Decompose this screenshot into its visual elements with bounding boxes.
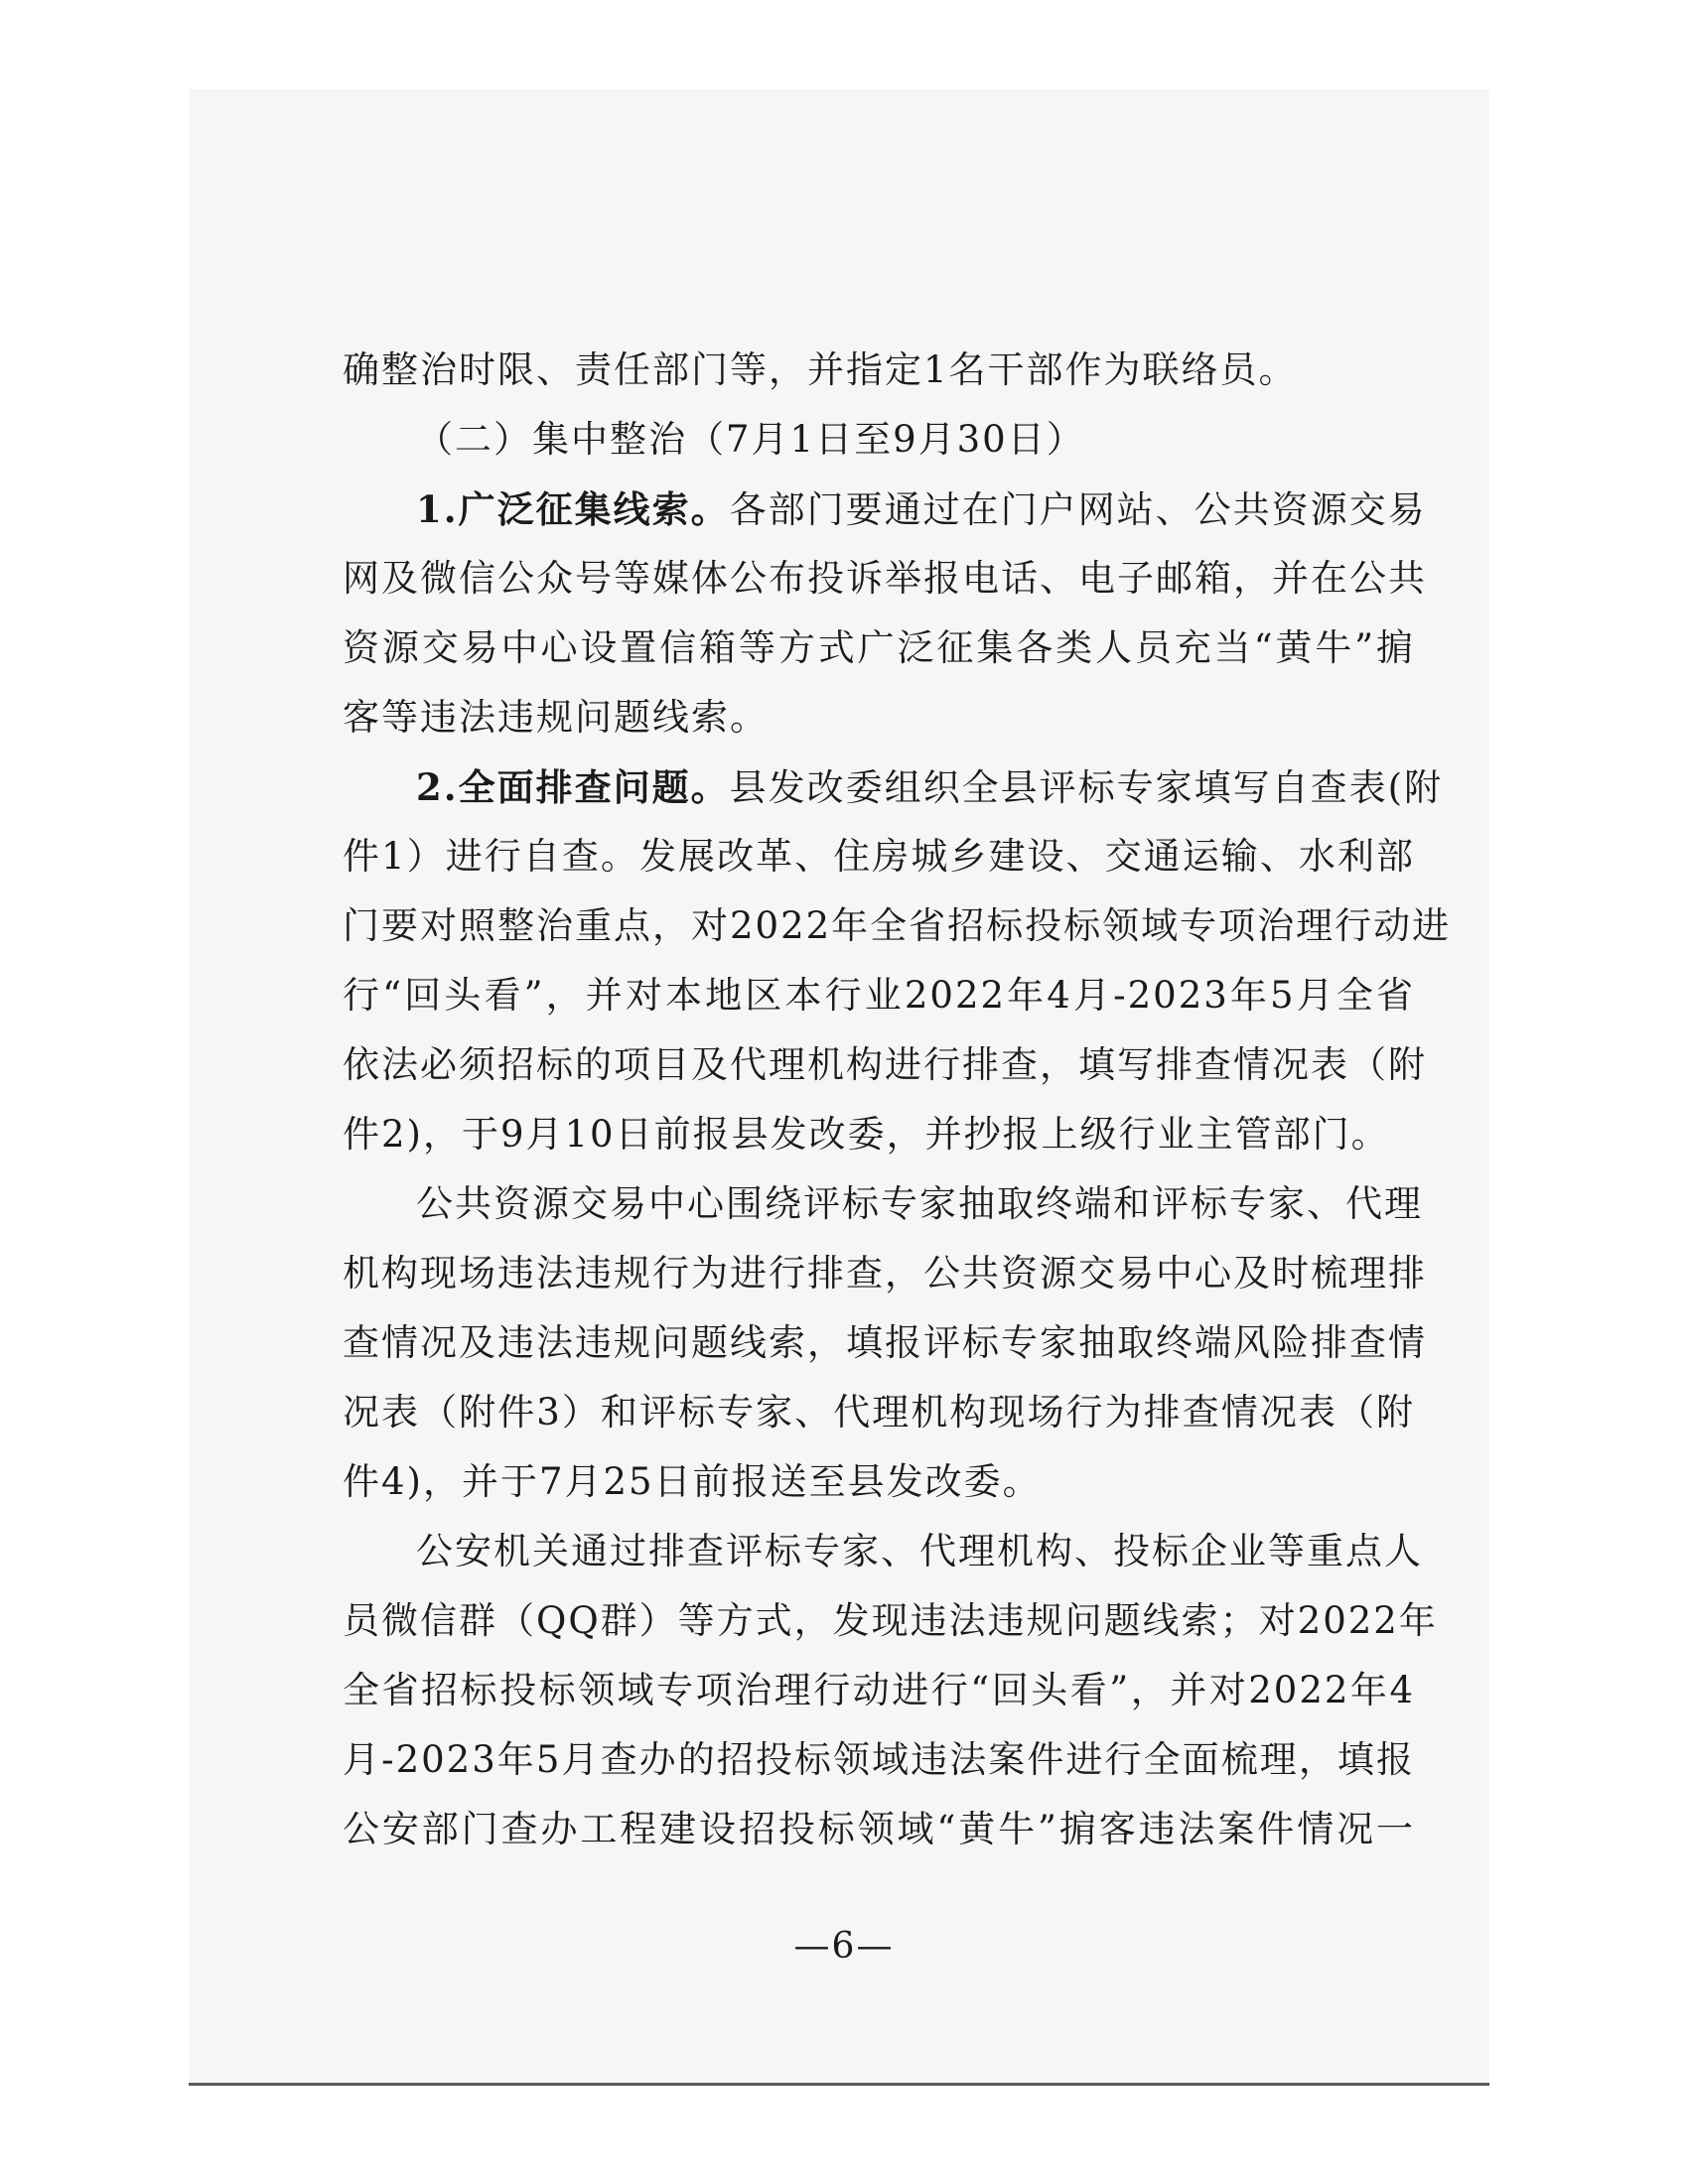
paragraph-first-line: 2.全面排查问题。县发改委组织全县评标专家填写自查表(附 bbox=[416, 765, 1444, 809]
text-line: 机构现场违法违规行为进行排查，公共资源交易中心及时梳理排 bbox=[343, 1252, 1427, 1295]
page-number: —6— bbox=[793, 1926, 895, 1967]
subheading: 1.广泛征集线索。 bbox=[416, 487, 730, 531]
text-line: 公安部门查办工程建设招投标领域“黄牛”掮客违法案件情况一 bbox=[343, 1808, 1415, 1850]
text-line: 员微信群（QQ群）等方式，发现违法违规问题线索；对2022年 bbox=[343, 1599, 1438, 1642]
text-line: 月-2023年5月查办的招投标领域违法案件进行全面梳理，填报 bbox=[343, 1738, 1415, 1781]
text-line: 查情况及违法违规问题线索，填报评标专家抽取终端风险排查情 bbox=[343, 1321, 1427, 1364]
paper-bottom-edge bbox=[189, 2083, 1489, 2086]
paragraph-first-line: 1.广泛征集线索。各部门要通过在门户网站、公共资源交易 bbox=[416, 487, 1427, 531]
subheading: 2.全面排查问题。 bbox=[416, 765, 730, 809]
text-line: 全省招标投标领域专项治理行动进行“回头看”，并对2022年4 bbox=[343, 1669, 1415, 1711]
text-line: 门要对照整治重点，对2022年全省招标投标领域专项治理行动进 bbox=[343, 904, 1452, 947]
text-line: 况表（附件3）和评标专家、代理机构现场行为排查情况表（附 bbox=[343, 1391, 1415, 1433]
text-line: 网及微信公众号等媒体公布投诉举报电话、电子邮箱，并在公共 bbox=[343, 557, 1427, 600]
text-line: 行“回头看”，并对本地区本行业2022年4月-2023年5月全省 bbox=[343, 974, 1415, 1017]
text-line: 件4)，并于7月25日前报送至县发改委。 bbox=[343, 1460, 1042, 1503]
body-text bbox=[343, 336, 1452, 1864]
text-line: 依法必须招标的项目及代理机构进行排查，填写排查情况表（附 bbox=[343, 1043, 1427, 1086]
text-line: 确整治时限、责任部门等，并指定1名干部作为联络员。 bbox=[343, 348, 1298, 391]
section-heading: （二）集中整治（7月1日至9月30日） bbox=[416, 418, 1085, 461]
text-line: 客等违法违规问题线索。 bbox=[343, 696, 769, 739]
text-line: 件1）进行自查。发展改革、住房城乡建设、交通运输、水利部 bbox=[343, 835, 1415, 878]
text-line: 件2)，于9月10日前报县发改委，并抄报上级行业主管部门。 bbox=[343, 1113, 1390, 1156]
paragraph-first-line: 公安机关通过排查评标专家、代理机构、投标企业等重点人 bbox=[416, 1530, 1423, 1572]
paragraph-first-line: 公共资源交易中心围绕评标专家抽取终端和评标专家、代理 bbox=[416, 1182, 1423, 1225]
text-line: 资源交易中心设置信箱等方式广泛征集各类人员充当“黄牛”掮 bbox=[343, 626, 1415, 669]
